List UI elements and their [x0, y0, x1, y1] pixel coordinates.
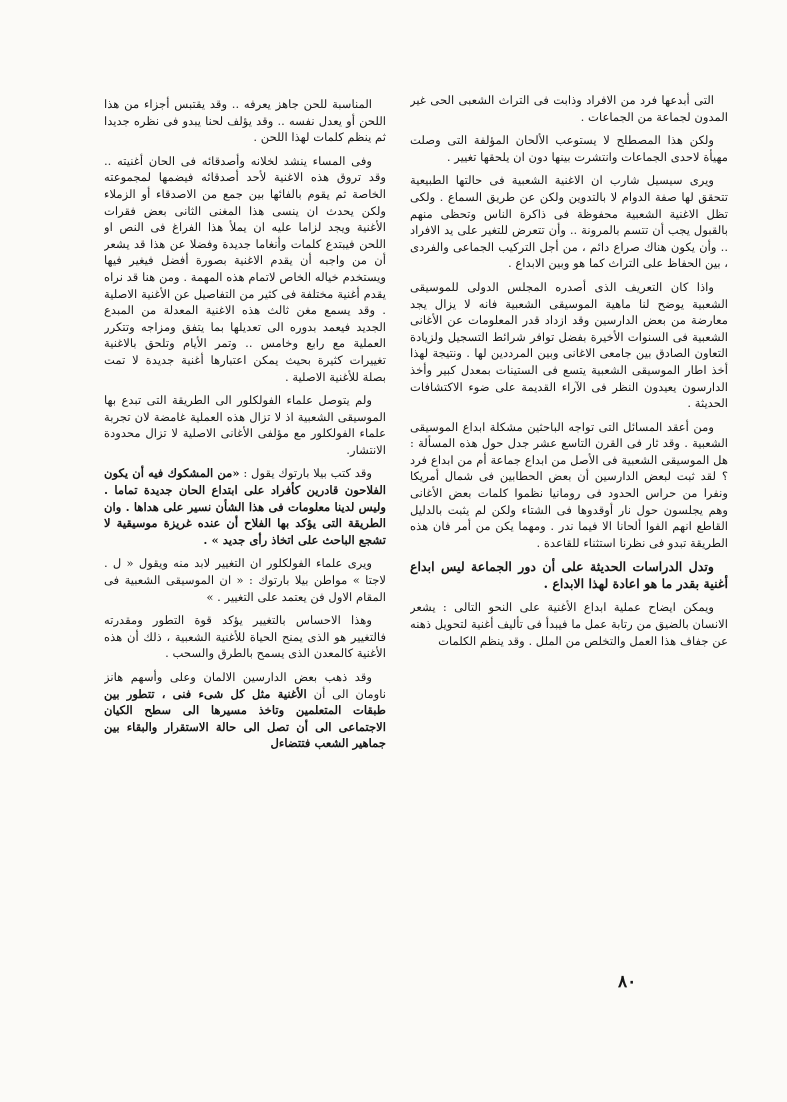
paragraph: ولم يتوصل علماء الفولكلور الى الطريقة التى تبدع بها الموسيقى الشعبية اذ لا تزال هذه العملية غامضة لان تجربة علماء الفولكلور مع مؤلفى الأغانى الاصلية لا تزال محدودة الانتشار.	[104, 393, 386, 457]
paragraph: وهذا الاحساس بالتغيير يؤكد قوة التطور ومقدرته فالتغيير هو الذى يمنح الحياة للأغنية الشعبية ، ذلك أن هذه الأغنية كالمعدن الذى يسمح بالطرق والسحب .	[104, 613, 386, 661]
paragraph: ويرى علماء الفولكلور ان التغيير لابد منه ويقول « ل . لاجتا » مواطن بيلا بارتوك : « ان الموسيقى الشعبية فى المقام الاول فن يعتمد على التغيير . »	[104, 556, 386, 604]
paragraph: ومن أعقد المسائل التى تواجه الباحثين مشكلة ابداع الموسيقى الشعبية . وقد ثار فى القرن التاسع عشر جدل حول هذه المسألة : هل الموسيقى الشعبية فى الأصل من ابداع جماعة أم من ابداع فرد ؟ لقد ثبت لبعض الدارسين أن بعض الحطابين فى شمال أمريكا ونفرا من حراس الحدود فى رومانيا نظموا كلمات بعض الأغانى وهم يجلسون حول نار أوقدوها فى الشتاء ولكن لم يثبت بالدليل القاطع انهم الفوا ألحانا الا فيما ندر . ومهما يكن من أمر فان هذه الطريقة تبدو فى نظرنا استثناء للقاعدة .	[410, 419, 728, 550]
paragraph: التى أبدعها فرد من الافراد وذابت فى التراث الشعبى الحى غير المدون لجماعة من الجماعات .	[410, 93, 728, 124]
left-column	[104, 96, 386, 976]
paragraph: ولكن هذا المصطلح لا يستوعب الألحان المؤلفة التى وصلت مهيأة لاحدى الجماعات وانتشرت بينها دون ان يلحقها تغيير .	[410, 133, 728, 164]
paragraph: ويرى سيسيل شارب ان الاغنية الشعبية فى حالتها الطبيعية تتحقق لها صفة الدوام لا بالتدوين ولكن عن طريق السماع . ولكى تظل الاغنية الشعبية محفوظة فى ذاكرة الناس وتحظى منهم بالقبول يجب أن تتسم بالمرونة .. وأن تتعرض للتغير على يد الافراد .. وأن يكون هناك صراع دائم ، من أجل التركيب الجماعى والفردى ، بين الحفاظ على التراث كما هو وبين الابداع .	[410, 173, 728, 271]
paragraph: واذا كان التعريف الذى أصدره المجلس الدولى للموسيقى الشعبية يوضح لنا ماهية الموسيقى الشعبية فانه لا يزال يجد معارضة من بعض الدارسين وقد ازداد قدر المعلومات عن الأغانى الشعبية فى السنوات الأخيرة بفضل توافر شرائط التسجيل ولزيادة التعاون الصادق بين جامعى الاغانى وبين المرددين لها . ونتيجة لهذا أخذ اطار الموسيقى الشعبية يتسع فى الستينات بمعدل كبير وأخذ الدارسون يعيدون النظر فى الآراء القديمة على ضوء الاكتشافات الحديثة .	[410, 279, 728, 411]
bartok-quote: «من المشكوك فيه أن يكون الفلاحون قادرين كأفراد على ابتداع الحان جديدة تماما . وليس لدينا معلومات فى هذا الشأن نسير على هداها . وان الطريقة التى يؤكد بها الفلاح أن عنده غريزة موسيقية لا تشجع الباحث على اتخاذ رأى جديد » .	[104, 466, 386, 547]
paragraph: المناسبة للحن جاهز يعرفه .. وقد يقتبس أجزاء من هذا اللحن أو يعدل نفسه .. وقد يؤلف لحنا يبدو فى نظره جديدا ثم ينظم كلمات لهذا اللحن .	[104, 97, 386, 145]
quote-lead: وقد كتب بيلا بارتوك يقول :	[243, 466, 372, 481]
paragraph: وفى المساء ينشد لخلانه وأصدقائه فى الحان أغنيته .. وقد تروق هذه الاغنية لأحد أصدقائه فيضمها لمجموعته الخاصة ثم يقوم بالفائها بين جمع من الاصدقاء أو الزملاء ولكن يحدث ان ينسى هذا المغنى الثانى بعض فقرات الأغنية ويجد لزاما عليه ان يملأ هذا الفراغ فى النص او اللحن فيبتدع كلمات وأنغاما جديدة وفضلا عن هذا قد يشعر أن من واجبه أن يقدم الاغنية بصورة أفضل فيغير فيها ويستخدم خياله الخاص لاتمام هذه المهمة . ومن هنا قد نراه يقدم أغنية مختلفة فى كثير من التفاصيل عن الأغنية الاصلية . وقد يسمع مغن ثالث هذه الاغنية المعدلة من المبدع الجديد فيعمد بدوره الى تعديلها بما يتفق ومزاجه وتتكرر العملية مع رابع وخامس .. وتمر الأيام وتلحق بالاغنية تغييرات كثيرة بحيث يمكن اعتبارها أغنية جديدة لا تمت بصلة للأغنية الاصلية .	[104, 153, 386, 384]
quote-paragraph	[104, 465, 386, 548]
page-number: ٨٠	[618, 972, 637, 992]
right-column	[410, 92, 728, 972]
section-subheading: وتدل الدراسات الحديثة على أن دور الجماعة ليس ابداع أغنية بقدر ما هو اعادة لهذا الابداع .	[410, 559, 728, 592]
paragraph	[104, 669, 386, 752]
naumann-theory: الأغنية مثل كل شىء فنى ، تتطور بين طبقات المتعلمين وتاخذ مسيرها الى سطح الكيان الاجتماعى الى أن تصل الى حالة الاستقرار والبقاء بين جماهير الشعب فتتضاءل	[104, 686, 386, 751]
paragraph-lead: وقد ذهب بعض الدارسين الالمان وعلى وأسهم هانز ناومان الى أن	[104, 670, 386, 701]
paragraph: ويمكن ايضاح عملية ابداع الأغنية على النحو التالى : يشعر الانسان بالضيق من رتابة عمل ما فيبدأ فى تأليف أغنية لتحويل ذهنه عن جفاف هذا العمل والتخلص من الملل . وقد ينظم الكلمات	[410, 600, 728, 648]
